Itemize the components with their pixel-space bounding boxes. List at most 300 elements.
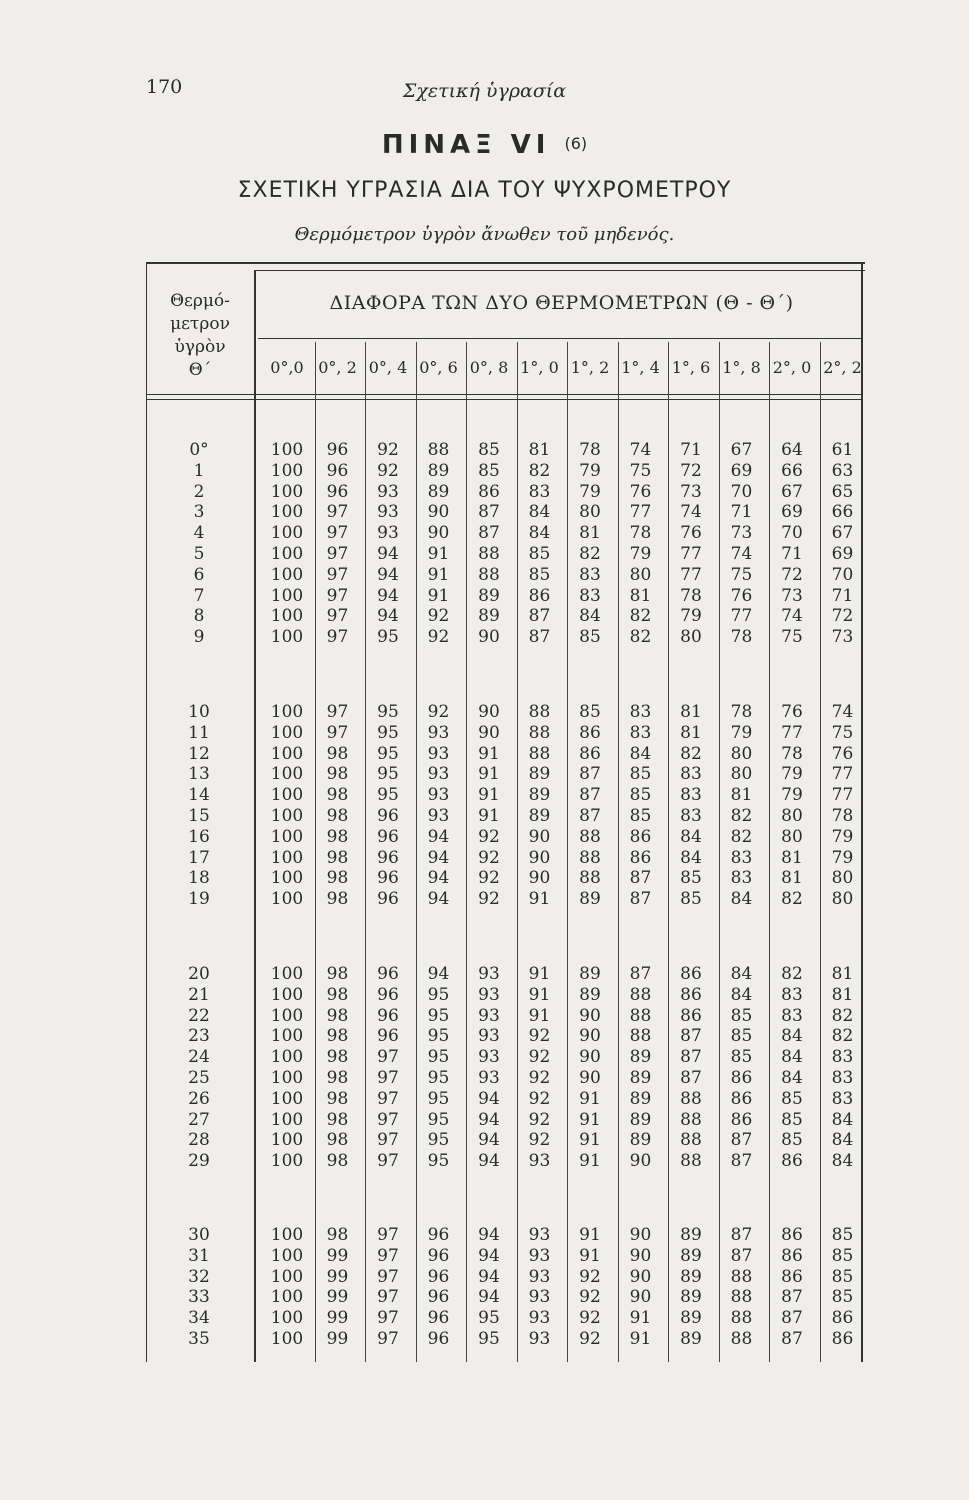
column-divider [719,342,720,1362]
table-cell: 86 [730,1109,753,1130]
table-cell: 91 [478,743,500,764]
table-cell: 100 [270,627,304,648]
table-cell: 78 [680,585,702,606]
table-cell: 80 [781,806,803,826]
table-cell: 100 [270,1151,304,1172]
row-label: 20 [188,964,210,984]
table-cell: 79 [579,481,601,502]
table-cell: 83 [831,1047,854,1068]
table-cell: 84 [781,1068,803,1088]
table-cell: 97 [377,1329,399,1349]
table-cell: 87 [629,889,652,910]
table-cell: 89 [680,1225,702,1245]
table-cell: 88 [680,1130,702,1151]
table-cell: 92 [579,1308,601,1329]
table-cell: 94 [377,564,399,585]
column-group-header: ΔΙΑΦΟΡΑ ΤΩΝ ΔΥΟ ΘΕΡΜΟΜΕΤΡΩΝ (Θ - Θ΄) [329,292,794,314]
column-divider [466,342,467,1362]
table-cell: 95 [427,1068,450,1088]
table-cell: 94 [427,847,450,868]
table-cell: 98 [326,868,349,889]
table-cell: 85 [781,1088,803,1109]
table-cell: 70 [730,481,753,502]
table-cell: 97 [326,722,349,743]
table-cell: 81 [629,585,652,606]
table-cell: 69 [831,544,854,564]
table-cell: 98 [326,1109,349,1130]
table-cell: 78 [831,806,854,826]
row-label: 23 [188,1026,210,1047]
table-cell: 76 [831,743,854,764]
table-cell: 87 [478,502,500,523]
table-cell: 98 [326,964,349,984]
table-cell: 93 [528,1266,551,1287]
table-cell: 83 [831,1088,854,1109]
column-divider [769,342,770,1362]
table-cell: 90 [629,1151,652,1172]
table-cell: 88 [579,826,601,847]
left-border [146,262,147,1362]
table-cell: 90 [579,1026,601,1047]
table-cell: 96 [427,1329,450,1349]
table-cell: 74 [680,502,702,523]
table-cell: 81 [528,440,551,460]
table-cell: 92 [528,1130,551,1151]
column-header: 1°, 2 [570,358,610,377]
table-cell: 84 [831,1151,854,1172]
table-cell: 87 [781,1287,803,1308]
table-cell: 89 [680,1287,702,1308]
table-cell: 90 [528,826,551,847]
table-cell: 95 [478,1308,500,1329]
row-label: 19 [188,889,210,910]
table-cell: 87 [579,785,601,806]
table-cell: 91 [528,964,551,984]
table-cell: 94 [478,1151,500,1172]
table-cell: 94 [427,964,450,984]
table-cell: 85 [579,702,601,722]
table-cell: 95 [427,1130,450,1151]
table-cell: 90 [629,1287,652,1308]
table-cell: 88 [730,1287,753,1308]
table-cell: 92 [478,889,500,910]
table-cell: 100 [270,764,304,785]
table-cell: 75 [629,460,652,481]
row-label: 4 [193,523,205,544]
table-cell: 80 [579,502,601,523]
table-cell: 100 [270,984,304,1005]
row-label: 12 [188,743,210,764]
table-cell: 90 [629,1245,652,1266]
table-cell: 95 [377,627,399,648]
table-cell: 89 [680,1329,702,1349]
table-cell: 77 [831,764,854,785]
table-cell: 95 [427,1047,450,1068]
humidity-table [146,262,865,1362]
table-cell: 81 [781,868,803,889]
table-cell: 94 [478,1225,500,1245]
table-cell: 92 [427,627,450,648]
table-cell: 100 [270,1026,304,1047]
table-cell: 87 [730,1245,753,1266]
table-cell: 90 [528,847,551,868]
table-cell: 100 [270,702,304,722]
table-cell: 85 [478,460,500,481]
table-cell: 100 [270,847,304,868]
row-label: 11 [188,722,210,743]
table-cell: 90 [579,1068,601,1088]
table-cell: 90 [629,1225,652,1245]
row-label: 22 [188,1005,210,1026]
table-cell: 66 [781,460,803,481]
table-cell: 96 [377,1026,399,1047]
table-cell: 89 [478,585,500,606]
table-cell: 85 [528,564,551,585]
column-header: 1°, 6 [671,358,711,377]
table-cell: 83 [629,702,652,722]
row-label: 0° [189,440,209,460]
table-cell: 78 [730,702,753,722]
table-cell: 69 [781,502,803,523]
table-cell: 92 [579,1266,601,1287]
title-text: ΠΙΝΑΞ VI [381,130,551,160]
table-cell: 90 [478,722,500,743]
row-label: 29 [188,1151,210,1172]
column-header: 1°, 0 [520,358,559,377]
table-cell: 92 [528,1088,551,1109]
table-cell: 92 [427,702,450,722]
table-cell: 83 [579,564,601,585]
column-header: 0°, 2 [318,358,357,377]
table-cell: 85 [680,868,702,889]
table-cell: 89 [579,964,601,984]
table-cell: 76 [781,702,803,722]
row-label: 14 [188,785,210,806]
table-cell: 93 [427,806,450,826]
table-cell: 89 [629,1047,652,1068]
table-cell: 85 [730,1026,753,1047]
row-label: 17 [188,847,210,868]
row-label: 27 [188,1109,210,1130]
table-cell: 77 [730,606,753,627]
table-cell: 75 [730,564,753,585]
table-cell: 79 [831,847,854,868]
row-label: 24 [188,1047,210,1068]
column-divider [618,342,619,1362]
table-cell: 93 [478,964,500,984]
table-cell: 86 [781,1266,803,1287]
table-cell: 94 [377,585,399,606]
table-cell: 85 [478,440,500,460]
table-cell: 82 [528,460,551,481]
table-cell: 99 [326,1287,349,1308]
table-cell: 82 [730,826,753,847]
table-cell: 84 [730,984,753,1005]
table-cell: 97 [377,1130,399,1151]
table-cell: 90 [478,627,500,648]
table-cell: 85 [831,1225,854,1245]
table-cell: 95 [377,722,399,743]
table-cell: 90 [478,702,500,722]
table-cell: 98 [326,1047,349,1068]
top-rule [146,262,865,264]
table-cell: 91 [579,1088,601,1109]
table-cell: 98 [326,889,349,910]
stub-divider [254,270,256,1362]
table-cell: 86 [579,743,601,764]
table-cell: 85 [781,1130,803,1151]
row-label: 21 [188,984,210,1005]
table-cell: 87 [730,1225,753,1245]
table-cell: 72 [831,606,854,627]
table-cell: 100 [270,743,304,764]
table-cell: 100 [270,1225,304,1245]
table-cell: 96 [377,826,399,847]
table-cell: 82 [629,606,652,627]
table-cell: 73 [730,523,753,544]
table-cell: 93 [528,1151,551,1172]
table-cell: 88 [528,702,551,722]
column-header: 2°, 2 [823,358,862,377]
table-cell: 82 [629,627,652,648]
table-cell: 93 [427,764,450,785]
table-cell: 97 [377,1266,399,1287]
row-label: 5 [193,544,205,564]
table-cell: 94 [478,1109,500,1130]
table-cell: 89 [629,1109,652,1130]
table-cell: 97 [326,585,349,606]
table-cell: 89 [680,1245,702,1266]
table-cell: 97 [326,544,349,564]
table-cell: 88 [629,984,652,1005]
table-cell: 100 [270,440,304,460]
table-cell: 73 [781,585,803,606]
header-bottom-rule-2 [146,399,863,400]
table-cell: 82 [831,1026,854,1047]
table-cell: 81 [831,984,854,1005]
column-header: 0°, 4 [368,358,408,377]
table-cell: 84 [730,889,753,910]
row-label: 31 [188,1245,210,1266]
table-cell: 99 [326,1266,349,1287]
table-cell: 92 [528,1026,551,1047]
table-cell: 85 [629,785,652,806]
table-cell: 81 [781,847,803,868]
table-cell: 87 [781,1329,803,1349]
table-cell: 87 [730,1130,753,1151]
table-cell: 81 [831,964,854,984]
row-header-line: Θ΄ [188,360,212,380]
column-header: 2°, 0 [772,358,812,377]
row-label: 1 [193,460,205,481]
table-cell: 89 [528,764,551,785]
table-cell: 86 [781,1225,803,1245]
row-label: 10 [188,702,210,722]
table-cell: 88 [427,440,450,460]
table-cell: 79 [680,606,702,627]
table-cell: 73 [680,481,702,502]
table-cell: 89 [478,606,500,627]
page-number: 170 [146,76,183,98]
table-cell: 100 [270,1047,304,1068]
table-cell: 84 [579,606,601,627]
table-cell: 100 [270,889,304,910]
table-cell: 86 [831,1329,854,1349]
table-cell: 100 [270,1088,304,1109]
table-cell: 94 [377,544,399,564]
table-cell: 91 [478,764,500,785]
table-cell: 67 [730,440,753,460]
table-cell: 95 [427,1151,450,1172]
row-label: 30 [188,1225,210,1245]
table-cell: 100 [270,1109,304,1130]
table-cell: 80 [831,868,854,889]
table-cell: 97 [377,1047,399,1068]
table-cell: 96 [377,806,399,826]
table-cell: 83 [781,1005,803,1026]
row-header-line: μετρον [170,314,230,334]
table-cell: 91 [427,564,450,585]
row-label: 28 [188,1130,210,1151]
column-divider [315,342,316,1362]
table-cell: 96 [377,984,399,1005]
table-cell: 85 [781,1109,803,1130]
table-cell: 86 [680,984,702,1005]
table-cell: 100 [270,585,304,606]
table-cell: 70 [831,564,854,585]
table-cell: 84 [680,847,702,868]
table-cell: 80 [781,826,803,847]
row-label: 34 [188,1308,210,1329]
table-cell: 96 [377,868,399,889]
table-cell: 92 [528,1068,551,1088]
table-cell: 94 [478,1266,500,1287]
table-cell: 87 [478,523,500,544]
table-cell: 78 [730,627,753,648]
row-label: 3 [193,502,205,523]
table-cell: 84 [831,1109,854,1130]
table-cell: 74 [629,440,652,460]
table-cell: 89 [680,1266,702,1287]
table-cell: 88 [579,847,601,868]
table-cell: 86 [680,1005,702,1026]
table-cell: 96 [326,460,349,481]
table-cell: 90 [579,1005,601,1026]
table-cell: 89 [579,889,601,910]
table-cell: 98 [326,1088,349,1109]
table-cell: 85 [831,1245,854,1266]
table-cell: 86 [680,964,702,984]
table-cell: 92 [478,826,500,847]
table-cell: 84 [831,1130,854,1151]
row-label: 8 [193,606,205,627]
table-cell: 100 [270,722,304,743]
table-cell: 79 [730,722,753,743]
table-cell: 93 [528,1225,551,1245]
table-cell: 89 [528,785,551,806]
table-cell: 71 [781,544,803,564]
table-cell: 93 [377,481,399,502]
table-cell: 92 [478,847,500,868]
table-cell: 87 [680,1026,702,1047]
table-cell: 97 [377,1068,399,1088]
table-cell: 91 [629,1329,652,1349]
table-cell: 97 [377,1109,399,1130]
table-cell: 89 [629,1130,652,1151]
table-cell: 100 [270,868,304,889]
table-cell: 86 [781,1245,803,1266]
table-cell: 86 [781,1151,803,1172]
table-cell: 87 [680,1047,702,1068]
table-cell: 91 [528,1005,551,1026]
table-cell: 77 [629,502,652,523]
table-cell: 93 [528,1287,551,1308]
table-cell: 98 [326,826,349,847]
table-cell: 99 [326,1329,349,1349]
table-cell: 81 [730,785,753,806]
table-cell: 75 [831,722,854,743]
table-cell: 82 [781,889,803,910]
table-cell: 87 [579,764,601,785]
table-cell: 67 [831,523,854,544]
table-cell: 92 [377,440,399,460]
table-cell: 71 [680,440,702,460]
table-cell: 91 [528,984,551,1005]
table-cell: 83 [579,585,601,606]
table-cell: 94 [377,606,399,627]
table-cell: 91 [427,544,450,564]
row-label: 2 [193,481,205,502]
table-cell: 87 [629,868,652,889]
table-cell: 90 [629,1266,652,1287]
table-cell: 61 [831,440,854,460]
table-cell: 92 [579,1329,601,1349]
table-cell: 63 [831,460,854,481]
table-cell: 97 [377,1308,399,1329]
table-cell: 89 [427,481,450,502]
table-cell: 96 [427,1245,450,1266]
table-cell: 86 [730,1088,753,1109]
table-cell: 82 [579,544,601,564]
table-cell: 77 [831,785,854,806]
column-divider [517,342,518,1362]
table-cell: 100 [270,1266,304,1287]
table-cell: 88 [730,1308,753,1329]
table-cell: 95 [377,764,399,785]
table-cell: 85 [629,806,652,826]
table-cell: 89 [629,1068,652,1088]
running-head: Σχετική ὑγρασία [402,80,567,102]
table-cell: 86 [730,1068,753,1088]
row-label: 13 [188,764,210,785]
top-rule-thin [254,270,865,271]
row-label: 35 [188,1329,210,1349]
table-cell: 98 [326,1151,349,1172]
table-cell: 88 [680,1088,702,1109]
table-cell: 78 [781,743,803,764]
table-cell: 74 [831,702,854,722]
table-cell: 77 [680,544,702,564]
table-cell: 96 [427,1287,450,1308]
table-cell: 100 [270,1308,304,1329]
table-cell: 85 [579,627,601,648]
table-cell: 100 [270,523,304,544]
table-cell: 98 [326,847,349,868]
table-cell: 83 [680,764,702,785]
table-cell: 74 [730,544,753,564]
table-cell: 80 [831,889,854,910]
table-cell: 93 [427,722,450,743]
